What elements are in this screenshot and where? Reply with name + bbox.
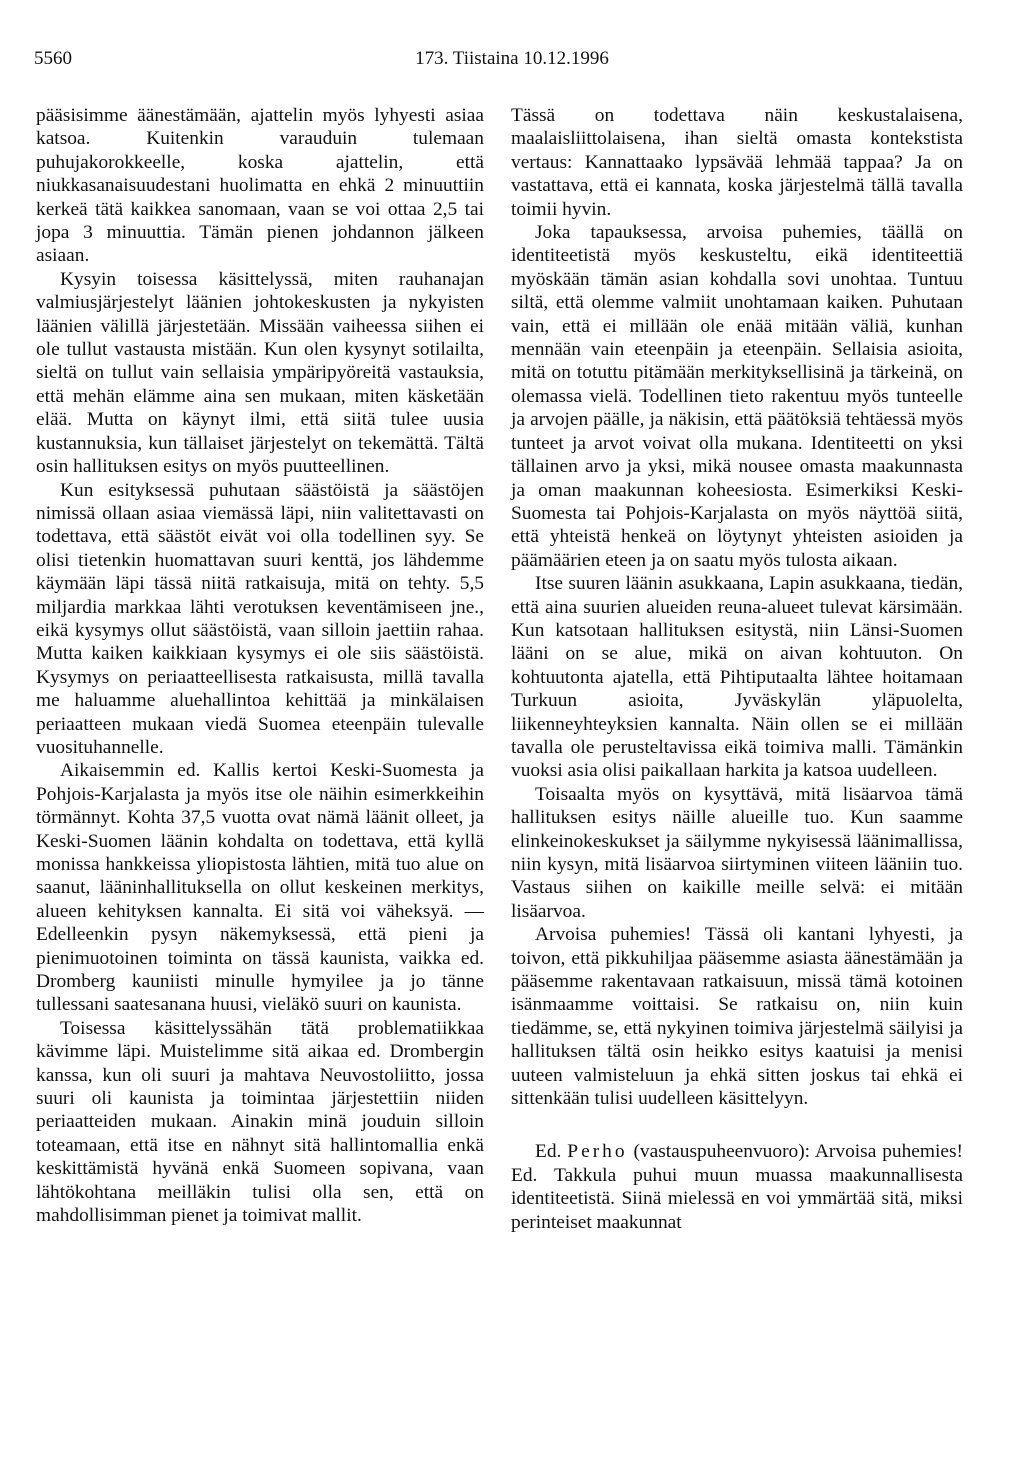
paragraph: Arvoisa puhemies! Tässä oli kantani lyhyesti, ja toivon, että pikkuhiljaa pääsemme asiasta äänestämään ja pääsemme rakentavaan ratkaisuun, missä tämä kotoinen isänmaamme voittaisi. Se ratkaisu on, niin kuin tiedämme, se, että nykyinen toimiva järjestelmä säilyisi ja hallituksen tältä osin heikko esitys kaatuisi ja menisi uuteen valmisteluun ja ehkä sitten joskus tai ehkä ei sittenkään tulisi uudelleen käsittelyyn. bbox=[511, 924, 963, 1110]
speech-start bbox=[511, 1140, 963, 1234]
left-column bbox=[36, 104, 484, 1228]
section-gap bbox=[511, 1110, 963, 1140]
paragraph: Kysyin toisessa käsittelyssä, miten rauhanajan valmiusjärjestelyt läänien johtokeskusten ja nykyisten läänien välillä järjestetään. Missään vaiheessa siihen ei ole tullut vastausta mistään. Kun olen kysynyt sotilailta, sieltä on tullut vain sellaisia ympäripyöreitä vastauksia, että mehän elämme aina sen mukaan, miten käsketään elää. Mutta on käynyt ilmi, että siitä tulee uusia kustannuksia, kun tällaiset järjestelyt on tekemättä. Tältä osin hallituksen esitys on myös puutteellinen. bbox=[36, 268, 484, 478]
paragraph: Toisaalta myös on kysyttävä, mitä lisäarvoa tämä hallituksen esitys näille alueille tuo. Kun saamme elinkeinokeskukset ja säilymme nykyisessä läänimallissa, niin kysyn, mitä lisäarvoa siirtyminen viiteen lääniin tuo. Vastaus siihen on kaikille meille selvä: ei mitään lisäarvoa. bbox=[511, 783, 963, 922]
speech-role: (vastauspuheenvuoro): bbox=[633, 1141, 811, 1163]
paragraph: Kun esityksessä puhutaan säästöistä ja säästöjen nimissä ollaan asiaa viemässä läpi, niin valitettavasti on todettava, että säästöt eivät voi olla todellinen syy. Se olisi tietenkin huomattavan suuri kenttä, jos lähdemme käymään läpi tässä niitä ratkaisuja, mitä on tehty. 5,5 miljardia markkaa lähti verotuksen keventämiseen jne., eikä kysymys ollut säästöistä, vaan silloin jaettiin rahaa. Mutta kaiken kaikkiaan kysymys ei ole siis säästöistä. Kysymys on periaatteellisesta ratkaisusta, millä tavalla me haluamme aluehallintoa kehittää ja minkälaisen periaatteen mukaan viedä Suomea eteenpäin tulevalle vuosituhannelle. bbox=[36, 479, 484, 758]
paragraph: Itse suuren läänin asukkaana, Lapin asukkaana, tiedän, että aina suurien alueiden reuna-alueet tulevat kärsimään. Kun katsotaan hallituksen esitystä, niin Länsi-Suomen lääni on se alue, mikä on aivan kohtuuton. On kohtuutonta ajatella, että Pihtiputaalta lähtee hoitamaan Turkuun asioita, Jyväskylän yläpuolelta, liikenneyhteyksien kannalta. Näin ollen se ei millään tavalla ole perusteltavissa eikä toimiva malli. Tämänkin vuoksi asia olisi paikallaan harkita ja katsoa uudelleen. bbox=[511, 573, 963, 782]
speech-text: Arvoisa puhemies! Ed. Takkula puhui muun muassa maakunnallisesta identiteetistä. Siinä mielessä en voi ymmärtää sitä, miksi perinteiset maakunnat bbox=[511, 1141, 963, 1233]
paragraph: Joka tapauksessa, arvoisa puhemies, täällä on identiteetistä myös keskusteltu, eikä identiteettiä myöskään tämän asian kohdalla sovi unohtaa. Tuntuu siltä, että olemme valmiit unohtamaan kaiken. Puhutaan vain, että ei millään ole enää mitään väliä, kunhan mennään vain eteenpäin ja eteenpäin. Sellaisia asioita, mitä on totuttu pitämään merkityksellisinä ja tärkeinä, on olemassa vielä. Todellinen tieto rakentuu myös tunteelle ja arvojen päälle, ja näkisin, että päätöksiä tehtäessä myös tunteet ja arvot voivat olla mukana. Identiteetti on yksi tällainen arvo ja yksi, mikä nousee omasta maakunnasta ja oman maakunnan koheesiosta. Esimerkiksi Keski-Suomesta tai Pohjois-Karjalasta on myös näyttöä siitä, että yhteistä henkeä on löytynyt yhteisten asioiden ja päämäärien eteen ja on saatu myös tulosta aikaan. bbox=[511, 222, 963, 571]
paragraph: pääsisimme äänestämään, ajattelin myös lyhyesti asiaa katsoa. Kuitenkin varauduin tulemaan puhujakorokkeelle, koska ajattelin, että niukkasanaisuudestani huolimatta en ehkä 2 minuuttiin kerkeä tätä kaikkea sanomaan, vaan se voi ottaa 2,5 tai jopa 3 minuuttia. Tämän pienen johdannon jälkeen asiaan. bbox=[36, 105, 484, 267]
page-header bbox=[34, 48, 990, 76]
running-head: 173. Tiistaina 10.12.1996 bbox=[415, 48, 609, 69]
speech-prefix: Ed. bbox=[535, 1141, 562, 1163]
right-column bbox=[511, 104, 963, 1234]
page-number: 5560 bbox=[34, 48, 72, 69]
speaker-name: Perho bbox=[567, 1141, 628, 1163]
paragraph: Tässä on todettava näin keskustalaisena, maalaisliittolaisena, ihan sieltä omasta kontekstista vertaus: Kannattaako lypsävää lehmää tappaa? Ja on vastattava, että ei kannata, koska järjestelmä tällä tavalla toimii hyvin. bbox=[511, 105, 963, 220]
paragraph: Toisessa käsittelyssähän tätä problematiikkaa kävimme läpi. Muistelimme sitä aikaa ed. Drombergin kanssa, kun oli suuri ja mahtava Neuvostoliitto, jossa suuri oli kaunista ja toimintaa järjestettiin niiden periaatteiden mukaan. Ainakin minä jouduin silloin toteamaan, että itse en nähnyt sitä hallintomallia enkä keskittämistä hyvänä enkä Suomeen sopivana, vaan lähtökohtana meilläkin tulisi olla sen, että on mahdollisimman pienet ja toimivat mallit. bbox=[36, 1017, 484, 1227]
paragraph: Aikaisemmin ed. Kallis kertoi Keski-Suomesta ja Pohjois-Karjalasta ja myös itse ole näihin esimerkkeihin törmännyt. Kohta 37,5 vuotta ovat nämä läänit olleet, ja Keski-Suomen läänin kohdalta on todettava, että kyllä monissa hankkeissa yliopistosta lähtien, mitä tuo alue on saanut, lääninhallituksella on ollut keskeinen merkitys, alueen kehityksen kannalta. Ei sitä voi väheksyä. — Edelleenkin pysyn näkemyksessä, että pieni ja pienimuotoinen toiminta on tässä kaunista, vaikka ed. Dromberg kauniisti minulle hymyilee ja jo tänne tullessani saatesanana huusi, vieläkö suuri on kaunista. bbox=[36, 760, 484, 1016]
